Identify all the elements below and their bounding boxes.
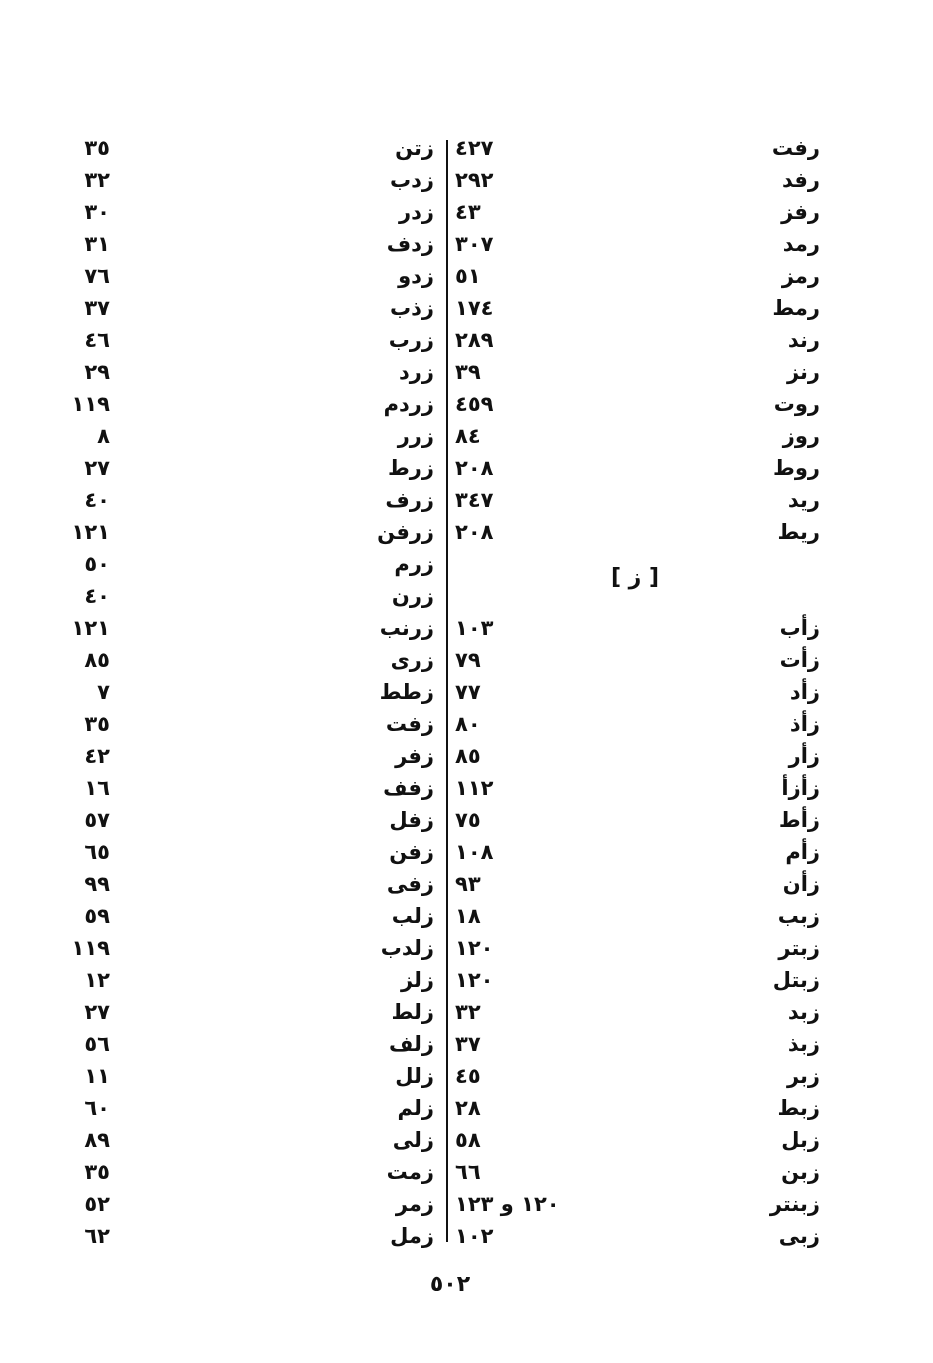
index-entry-word-text: زأر — [788, 744, 820, 768]
index-entry-word-text: زمت — [386, 1160, 434, 1184]
index-entry-page — [455, 580, 565, 612]
index-entry-page — [62, 1060, 110, 1092]
index-entry-page — [62, 1028, 110, 1060]
index-entry-word — [640, 516, 820, 548]
index-entry-word-text: زأت — [779, 648, 820, 672]
index-entry-word-text: زبى — [778, 1224, 820, 1248]
index-entry-page-text: ٦٢ — [84, 1224, 110, 1248]
index-entry-page-text: ١٠٣ — [455, 616, 494, 640]
index-entry-page-text: ٧٦ — [84, 264, 110, 288]
index-entry-word-text: زلف — [389, 1032, 434, 1056]
index-entry-word-text: زأذ — [789, 712, 820, 736]
index-entry-page-text: ٥٠ — [84, 552, 110, 576]
index-entry-word — [300, 676, 434, 708]
index-entry-page-text: ٢٩ — [84, 360, 110, 384]
index-entry-word — [640, 420, 820, 452]
index-entry-page-text: ٣٠٧ — [455, 232, 494, 256]
index-entry-word — [640, 612, 820, 644]
index-entry-word-text: زرنب — [379, 616, 434, 640]
index-entry-word-text: زلم — [397, 1096, 434, 1120]
index-entry-word — [640, 164, 820, 196]
index-entry-page — [62, 324, 110, 356]
index-entry-page-text: ٧٩ — [455, 648, 481, 672]
index-entry-page-text: ١٢٠ — [455, 968, 494, 992]
index-entry-word — [640, 772, 820, 804]
index-entry-page-text: ٢٨ — [455, 1096, 481, 1120]
index-entry-page-text: ١٦ — [84, 776, 110, 800]
index-entry-page — [62, 196, 110, 228]
index-entry-page-text: ٢٩٢ — [455, 168, 494, 192]
index-entry-page — [62, 228, 110, 260]
index-entry-word — [300, 580, 434, 612]
index-entry-word-text: زبد — [787, 1000, 820, 1024]
index-entry-page-text: ٨٥ — [84, 648, 110, 672]
index-entry-word — [300, 324, 434, 356]
index-entry-page-text: ٣٥ — [84, 712, 110, 736]
index-entry-page-text: ٢٠٨ — [455, 456, 494, 480]
index-entry-page — [62, 772, 110, 804]
index-entry-page — [455, 356, 565, 388]
index-entry-word-text: زرن — [391, 584, 434, 608]
index-entry-page — [455, 836, 565, 868]
index-entry-word-text: رفز — [781, 200, 820, 224]
index-entry-page — [62, 580, 110, 612]
index-entry-word-text: روط — [773, 456, 820, 480]
index-entry-page — [455, 292, 565, 324]
index-entry-word-text: زفل — [389, 808, 434, 832]
index-entry-word-text: زمل — [390, 1224, 434, 1248]
index-entry-word — [300, 708, 434, 740]
index-entry-word — [640, 644, 820, 676]
index-entry-word — [640, 900, 820, 932]
index-entry-word — [300, 260, 434, 292]
index-entry-page — [455, 1220, 565, 1252]
index-entry-page-text: ٤٠ — [84, 488, 110, 512]
index-entry-word — [640, 292, 820, 324]
index-entry-page — [455, 260, 565, 292]
index-entry-page-text: ١٠٢ — [455, 1224, 494, 1248]
index-entry-word — [640, 1220, 820, 1252]
index-entry-word-text: زلط — [391, 1000, 434, 1024]
index-entry-page-text: ١١٩ — [71, 936, 110, 960]
index-entry-word — [300, 1220, 434, 1252]
index-entry-word — [300, 1092, 434, 1124]
index-entry-word — [300, 292, 434, 324]
index-entry-page — [62, 164, 110, 196]
index-entry-word-text: زأب — [779, 616, 820, 640]
index-entry-word — [640, 740, 820, 772]
index-entry-word — [640, 228, 820, 260]
index-entry-page-text: ٣٢ — [455, 1000, 481, 1024]
index-entry-word — [640, 132, 820, 164]
index-entry-page-text: ٦٠ — [84, 1096, 110, 1120]
index-entry-word-text: زدب — [390, 168, 434, 192]
index-entry-page-text: ١١٢ — [455, 776, 494, 800]
index-entry-page-text: ٤٥٩ — [455, 392, 494, 416]
index-entry-page — [455, 516, 565, 548]
index-entry-page — [62, 260, 110, 292]
index-entry-page-text: ٥١ — [455, 264, 481, 288]
index-entry-page — [62, 420, 110, 452]
index-entry-page-text: ٤٣ — [455, 200, 481, 224]
index-entry-page — [62, 708, 110, 740]
index-entry-word-text: زأزأ — [781, 776, 820, 800]
index-entry-page — [455, 388, 565, 420]
index-entry-page-text: ١٢١ — [71, 616, 110, 640]
index-entry-word-text: زلدب — [380, 936, 434, 960]
index-entry-page-text: ٧ — [97, 680, 110, 704]
index-entry-page — [455, 420, 565, 452]
index-entry-word — [300, 452, 434, 484]
index-entry-word — [300, 1188, 434, 1220]
index-entry-word — [640, 804, 820, 836]
index-entry-page — [455, 164, 565, 196]
index-entry-word — [640, 836, 820, 868]
index-entry-page — [62, 900, 110, 932]
column-divider — [446, 140, 448, 1242]
index-entry-page-text: ٥٨ — [455, 1128, 481, 1152]
index-entry-page-text: ٢٧ — [84, 1000, 110, 1024]
index-entry-word — [300, 964, 434, 996]
index-entry-word-text: زبتر — [778, 936, 820, 960]
index-entry-page-text: ٤٠ — [84, 584, 110, 608]
index-entry-page-text: ٣٧ — [455, 1032, 481, 1056]
index-entry-word-text: رفت — [771, 136, 820, 160]
index-entry-word-text: زدو — [398, 264, 434, 288]
index-entry-word-text: زرط — [388, 456, 434, 480]
index-entry-page — [62, 1188, 110, 1220]
index-entry-page — [455, 452, 565, 484]
index-entry-word-text: زفف — [383, 776, 434, 800]
index-entry-page — [455, 740, 565, 772]
index-entry-word-text: زبذ — [787, 1032, 820, 1056]
index-entry-page — [62, 388, 110, 420]
index-entry-page-text: ٨٠ — [455, 712, 481, 736]
right-words-column — [640, 132, 820, 1252]
index-entry-page-text: ٨٩ — [84, 1128, 110, 1152]
index-entry-page-text: ٣٥ — [84, 136, 110, 160]
index-entry-page — [455, 228, 565, 260]
index-entry-page — [62, 1092, 110, 1124]
index-entry-word-text: زأم — [785, 840, 820, 864]
index-entry-page — [62, 356, 110, 388]
index-entry-word-text: زطط — [379, 680, 434, 704]
index-entry-page-text: ٣١ — [84, 232, 110, 256]
left-words-column — [300, 132, 434, 1252]
index-entry-word — [300, 900, 434, 932]
index-entry-page-text: ٨٤ — [455, 424, 481, 448]
index-entry-word-text: روز — [782, 424, 820, 448]
index-entry-page — [62, 644, 110, 676]
right-numbers-column — [455, 132, 565, 1252]
index-entry-word — [300, 772, 434, 804]
left-numbers-column — [62, 132, 110, 1252]
index-entry-word — [300, 164, 434, 196]
index-entry-page-text: ٢٧ — [84, 456, 110, 480]
index-entry-page-text: ٣٢ — [84, 168, 110, 192]
index-entry-page-text: ١١٩ — [71, 392, 110, 416]
index-entry-word — [640, 1188, 820, 1220]
index-entry-word — [300, 548, 434, 580]
index-entry-page — [455, 1028, 565, 1060]
index-entry-page-text: ٧٥ — [455, 808, 481, 832]
page-number: ٥٠٢ — [429, 1272, 471, 1297]
index-entry-page-text: ٤٢٧ — [455, 136, 494, 160]
index-entry-page — [455, 196, 565, 228]
index-entry-page-text: ٧٧ — [455, 680, 481, 704]
index-entry-word-text: روت — [773, 392, 820, 416]
index-entry-page-text: ٩٣ — [455, 872, 481, 896]
index-entry-word-text: زتن — [395, 136, 434, 160]
index-entry-word-text: زبط — [777, 1096, 820, 1120]
index-entry-page — [62, 516, 110, 548]
index-entry-page — [455, 1188, 565, 1220]
index-entry-page-text: ٨٥ — [455, 744, 481, 768]
index-entry-page-text: ٣٩ — [455, 360, 481, 384]
index-entry-word — [300, 388, 434, 420]
index-entry-word-text: زلز — [400, 968, 434, 992]
index-entry-page-text: ١١ — [84, 1064, 110, 1088]
index-entry-page — [455, 1092, 565, 1124]
index-entry-word-text: رنز — [786, 360, 820, 384]
index-entry-word — [300, 228, 434, 260]
index-entry-word — [640, 324, 820, 356]
index-entry-word — [640, 996, 820, 1028]
section-heading: [ ز ] — [610, 565, 660, 590]
index-entry-word — [640, 356, 820, 388]
index-entry-page — [62, 740, 110, 772]
index-entry-page-text: ١٢٠ — [455, 936, 494, 960]
index-entry-word — [640, 1092, 820, 1124]
index-entry-word — [300, 132, 434, 164]
index-entry-word-text: زرى — [390, 648, 434, 672]
index-entry-page — [62, 292, 110, 324]
index-entry-page — [455, 868, 565, 900]
index-entry-word-text: زدر — [399, 200, 434, 224]
index-entry-word-text: ريط — [777, 520, 820, 544]
index-entry-word-text: زبر — [786, 1064, 820, 1088]
index-entry-word — [640, 932, 820, 964]
index-entry-word-text: زلى — [392, 1128, 434, 1152]
index-entry-page-text: ٣٤٧ — [455, 488, 494, 512]
index-entry-page — [62, 932, 110, 964]
index-entry-page — [62, 836, 110, 868]
index-entry-word — [300, 1156, 434, 1188]
index-entry-page — [62, 804, 110, 836]
index-entry-page — [62, 1156, 110, 1188]
index-entry-word — [640, 1124, 820, 1156]
index-entry-word-text: زفى — [386, 872, 434, 896]
index-entry-page — [62, 484, 110, 516]
index-entry-page-text: ٤٥ — [455, 1064, 481, 1088]
index-entry-word — [300, 932, 434, 964]
index-entry-word-text: زفت — [385, 712, 434, 736]
index-entry-page — [62, 1124, 110, 1156]
index-entry-word-text: زرر — [397, 424, 434, 448]
index-entry-word-text: زبتل — [772, 968, 820, 992]
index-entry-page — [455, 804, 565, 836]
index-entry-word — [640, 868, 820, 900]
index-entry-word — [640, 1028, 820, 1060]
index-entry-page-text: ٨ — [97, 424, 110, 448]
index-entry-word-text: زفر — [395, 744, 434, 768]
index-entry-page-text: ١٨ — [455, 904, 481, 928]
index-entry-word — [300, 804, 434, 836]
index-entry-word — [300, 868, 434, 900]
index-entry-word-text: زبنتر — [769, 1192, 820, 1216]
index-entry-word-text: زرف — [385, 488, 434, 512]
index-entry-word-text: زرم — [394, 552, 434, 576]
index-entry-page-text: ٢٨٩ — [455, 328, 494, 352]
index-entry-page-text: ٥٦ — [84, 1032, 110, 1056]
index-entry-word — [300, 1028, 434, 1060]
index-entry-page — [455, 772, 565, 804]
index-entry-word — [300, 1124, 434, 1156]
index-entry-page — [62, 1220, 110, 1252]
index-entry-word-text: زأد — [789, 680, 820, 704]
index-entry-page-text: ١٠٨ — [455, 840, 494, 864]
index-entry-word — [640, 452, 820, 484]
index-entry-page-text: ٢٠٨ — [455, 520, 494, 544]
index-entry-page — [455, 964, 565, 996]
index-entry-word — [300, 484, 434, 516]
index-entry-word — [300, 516, 434, 548]
index-entry-page-text: ١٢ — [84, 968, 110, 992]
index-entry-word — [300, 836, 434, 868]
index-entry-page — [62, 676, 110, 708]
index-entry-page — [62, 868, 110, 900]
index-entry-word-text: زبن — [781, 1160, 820, 1184]
index-entry-word-text: رمد — [782, 232, 820, 256]
index-entry-page-text: ٦٦ — [455, 1160, 481, 1184]
index-entry-word-text: رمز — [781, 264, 820, 288]
index-entry-word-text: زذب — [390, 296, 434, 320]
index-entry-word — [300, 196, 434, 228]
index-entry-page — [455, 644, 565, 676]
index-entry-page-text: ٤٢ — [84, 744, 110, 768]
index-entry-page — [455, 1124, 565, 1156]
index-entry-word-text: زلل — [395, 1064, 434, 1088]
index-entry-word-text: زرب — [388, 328, 434, 352]
index-entry-page-text: ١٢٠ و ١٢٣ — [455, 1192, 560, 1216]
index-entry-page-text: ١٧٤ — [455, 296, 494, 320]
index-entry-page-text: ٥٧ — [84, 808, 110, 832]
index-entry-word-text: زرفن — [377, 520, 434, 544]
index-entry-page-text: ٣٥ — [84, 1160, 110, 1184]
index-entry-word — [300, 740, 434, 772]
index-entry-page — [62, 132, 110, 164]
index-entry-word-text: زأط — [778, 808, 820, 832]
index-entry-page — [62, 612, 110, 644]
index-entry-word-text: رفد — [782, 168, 820, 192]
index-entry-word — [640, 676, 820, 708]
index-entry-page-text: ٥٩ — [84, 904, 110, 928]
index-entry-page-text: ٦٥ — [84, 840, 110, 864]
index-entry-page — [455, 548, 565, 580]
index-entry-page — [455, 1156, 565, 1188]
index-entry-word-text: رند — [787, 328, 820, 352]
index-entry-page — [455, 132, 565, 164]
index-entry-word — [640, 1156, 820, 1188]
index-entry-word-text: ريد — [787, 488, 820, 512]
index-entry-word — [300, 1060, 434, 1092]
index-entry-page — [455, 900, 565, 932]
index-entry-word-text: رمط — [772, 296, 820, 320]
index-entry-word — [640, 964, 820, 996]
index-entry-word-text: زرد — [399, 360, 434, 384]
index-entry-word — [640, 196, 820, 228]
index-entry-word — [640, 388, 820, 420]
index-entry-page — [62, 548, 110, 580]
index-entry-page — [62, 964, 110, 996]
index-entry-word — [640, 260, 820, 292]
index-entry-page-text: ٩٩ — [84, 872, 110, 896]
index-entry-page — [455, 484, 565, 516]
index-entry-page — [455, 324, 565, 356]
index-entry-word — [300, 356, 434, 388]
index-entry-word-text: زفن — [389, 840, 434, 864]
index-entry-page-text: ٥٢ — [84, 1192, 110, 1216]
index-entry-word — [640, 484, 820, 516]
index-entry-page — [62, 996, 110, 1028]
index-entry-word — [300, 644, 434, 676]
index-entry-word — [300, 612, 434, 644]
index-entry-word-text: زردم — [383, 392, 434, 416]
index-entry-word-text: زلب — [391, 904, 434, 928]
index-entry-page-text: ٣٠ — [84, 200, 110, 224]
index-entry-word-text: زبب — [777, 904, 820, 928]
index-entry-page — [455, 1060, 565, 1092]
index-entry-page — [455, 932, 565, 964]
index-entry-page — [455, 996, 565, 1028]
index-entry-page-text: ٤٦ — [84, 328, 110, 352]
index-entry-word — [300, 420, 434, 452]
index-entry-page-text: ٣٧ — [84, 296, 110, 320]
index-entry-word — [640, 1060, 820, 1092]
index-entry-word-text: زأن — [782, 872, 820, 896]
index-entry-word-text: زدف — [386, 232, 434, 256]
index-entry-page — [455, 708, 565, 740]
index-entry-word-text: زمر — [395, 1192, 434, 1216]
index-entry-page-text: ١٢١ — [71, 520, 110, 544]
index-entry-word — [640, 708, 820, 740]
index-entry-word-text: زبل — [781, 1128, 820, 1152]
index-entry-page — [455, 676, 565, 708]
index-entry-page — [62, 452, 110, 484]
index-entry-word — [300, 996, 434, 1028]
index-entry-page — [455, 612, 565, 644]
